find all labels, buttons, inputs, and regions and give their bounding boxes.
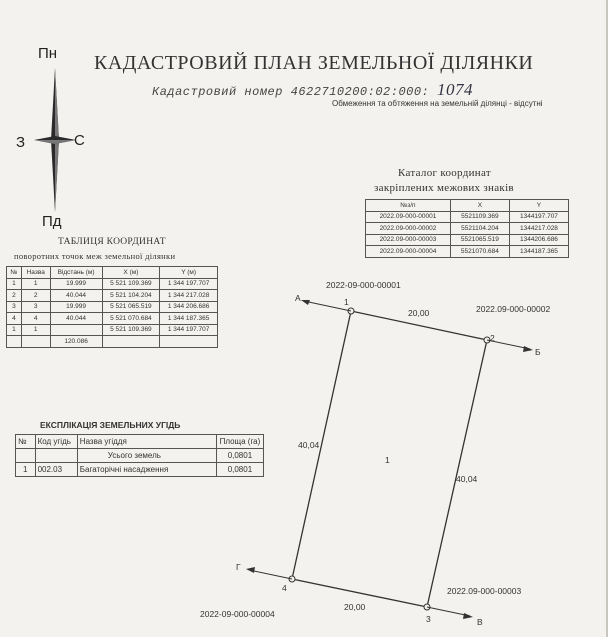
- compass-west: З: [16, 134, 26, 151]
- point-4-label: 4: [282, 583, 287, 593]
- cadastral-label: Кадастровий номер 4622710200:02:000:: [152, 85, 430, 99]
- compass-north: Пн: [38, 45, 58, 62]
- table-cell: 5521070.684: [450, 246, 509, 258]
- table-cell: 2: [21, 290, 50, 302]
- table-row: [366, 223, 569, 235]
- table-cell: 2022.09-000-00003: [366, 234, 451, 246]
- table-cell: 3: [21, 301, 50, 313]
- table-cell: 5521104.204: [450, 223, 509, 235]
- compass-rose-icon: [34, 68, 76, 212]
- table-cell: 1: [7, 278, 22, 290]
- table-cell: 1344217.028: [509, 223, 568, 235]
- side-bottom-length: 20,00: [344, 602, 366, 612]
- coord-header: Назва: [21, 267, 50, 279]
- catalog-table: [365, 199, 569, 258]
- table-cell: 1 344 187.365: [160, 313, 218, 325]
- table-cell: [50, 324, 102, 336]
- table-cell: [7, 336, 22, 348]
- coord-total: 120.086: [50, 336, 102, 348]
- table-cell: [21, 336, 50, 348]
- table-row: [7, 336, 218, 348]
- point-3-label: 3: [426, 614, 431, 624]
- marker-4-label: 2022-09-000-00004: [200, 609, 275, 619]
- table-cell: 5521109.369: [450, 211, 509, 223]
- table-cell: 1 344 197.707: [160, 278, 218, 290]
- explication-title: ЕКСПЛІКАЦІЯ ЗЕМЕЛЬНИХ УГІДЬ: [40, 420, 181, 430]
- table-cell: 5 521 070.684: [102, 313, 160, 325]
- table-row: [7, 290, 218, 302]
- coord-header: Y (м): [160, 267, 218, 279]
- coord-table-title: ТАБЛИЦЯ КООРДИНАТ: [58, 237, 166, 247]
- coord-header: №: [7, 267, 22, 279]
- neighbor-a-arrow-icon: [301, 300, 310, 305]
- expl-total-label: Усього земель: [77, 449, 216, 463]
- neighbor-g-label: Г: [236, 562, 241, 572]
- table-cell: 5521065.519: [450, 234, 509, 246]
- table-row: [366, 246, 569, 258]
- catalog-header: Y: [509, 200, 568, 212]
- table-cell: 1 344 197.707: [160, 324, 218, 336]
- table-cell: 2: [7, 290, 22, 302]
- table-cell: 5 521 109.369: [102, 324, 160, 336]
- table-cell: 1: [21, 278, 50, 290]
- coord-table: [6, 266, 218, 348]
- expl-header-no: №: [16, 435, 36, 449]
- table-cell: [160, 336, 218, 348]
- coord-header: X (м): [102, 267, 160, 279]
- table-cell: 1 344 217.028: [160, 290, 218, 302]
- table-cell: 4: [21, 313, 50, 325]
- table-row: [366, 211, 569, 223]
- table-cell: [102, 336, 160, 348]
- table-cell: 2022.09-000-00004: [366, 246, 451, 258]
- neighbor-v-line: [427, 607, 470, 616]
- marker-2-label: 2022.09-000-00002: [476, 304, 551, 314]
- expl-header-area: Площа (га): [216, 435, 263, 449]
- marker-1-label: 2022-09-000-00001: [326, 280, 401, 290]
- table-cell: 1 344 206.686: [160, 301, 218, 313]
- table-cell: 1344197.707: [509, 211, 568, 223]
- compass-south: Пд: [42, 213, 62, 230]
- table-cell: 19.999: [50, 301, 102, 313]
- expl-header-code: Код угідь: [35, 435, 77, 449]
- marker-3-label: 2022.09-000-00003: [447, 586, 522, 596]
- neighbor-v-arrow-icon: [463, 613, 473, 619]
- table-cell: 40.044: [50, 290, 102, 302]
- expl-row-no: 1: [16, 463, 36, 477]
- compass-east: С: [74, 132, 85, 149]
- compass-needle-shade-h: [34, 140, 76, 144]
- restrictions-note: Обмеження та обтяження на земельній ділянці - відсутні: [332, 99, 543, 108]
- table-cell: 5 521 065.519: [102, 301, 160, 313]
- table-row: [16, 463, 264, 477]
- cadastral-handwritten: 1074: [436, 80, 473, 99]
- neighbor-a-label: А: [295, 293, 301, 303]
- table-cell: 1: [7, 324, 22, 336]
- expl-row-area: 0,0801: [216, 463, 263, 477]
- table-cell: 1344206.686: [509, 234, 568, 246]
- explication-table: [15, 434, 264, 477]
- table-cell: 1: [21, 324, 50, 336]
- catalog-header: №з/п: [366, 200, 451, 212]
- catalog-header: X: [450, 200, 509, 212]
- table-row: [7, 324, 218, 336]
- neighbor-b-label: Б: [535, 347, 541, 357]
- table-cell: 3: [7, 301, 22, 313]
- table-cell: 19.999: [50, 278, 102, 290]
- table-cell: 1344187.365: [509, 246, 568, 258]
- table-row: [7, 301, 218, 313]
- neighbor-v-label: В: [477, 617, 483, 627]
- neighbor-g-line: [249, 570, 292, 579]
- neighbor-b-arrow-icon: [523, 346, 533, 352]
- expl-row-name: Багаторічні насадження: [77, 463, 216, 477]
- table-row: [366, 234, 569, 246]
- table-row: [7, 278, 218, 290]
- point-1-label: 1: [344, 297, 349, 307]
- side-left-length: 40,04: [298, 440, 320, 450]
- table-cell: 2022.09-000-00001: [366, 211, 451, 223]
- table-cell: 2022.09-000-00002: [366, 223, 451, 235]
- coord-table-subtitle: поворотних точок меж земельної ділянки: [14, 251, 176, 261]
- parcel-number: 1: [385, 455, 390, 465]
- point-2-label: 2: [490, 333, 495, 343]
- table-cell: 5 521 104.204: [102, 290, 160, 302]
- side-right-length: 40,04: [456, 474, 478, 484]
- neighbor-g-arrow-icon: [246, 567, 255, 573]
- table-row: [7, 313, 218, 325]
- table-cell: 40.044: [50, 313, 102, 325]
- expl-row-code: 002.03: [35, 463, 77, 477]
- expl-header-name: Назва угіддя: [77, 435, 216, 449]
- catalog-title: Каталог координат: [398, 167, 491, 179]
- coord-header: Відстань (м): [50, 267, 102, 279]
- table-cell: 5 521 109.369: [102, 278, 160, 290]
- table-cell: 4: [7, 313, 22, 325]
- catalog-subtitle: закріплених межових знаків: [374, 182, 514, 194]
- page-title: КАДАСТРОВИЙ ПЛАН ЗЕМЕЛЬНОЇ ДІЛЯНКИ: [94, 52, 534, 74]
- side-top-length: 20,00: [408, 308, 430, 318]
- expl-total-value: 0,0801: [216, 449, 263, 463]
